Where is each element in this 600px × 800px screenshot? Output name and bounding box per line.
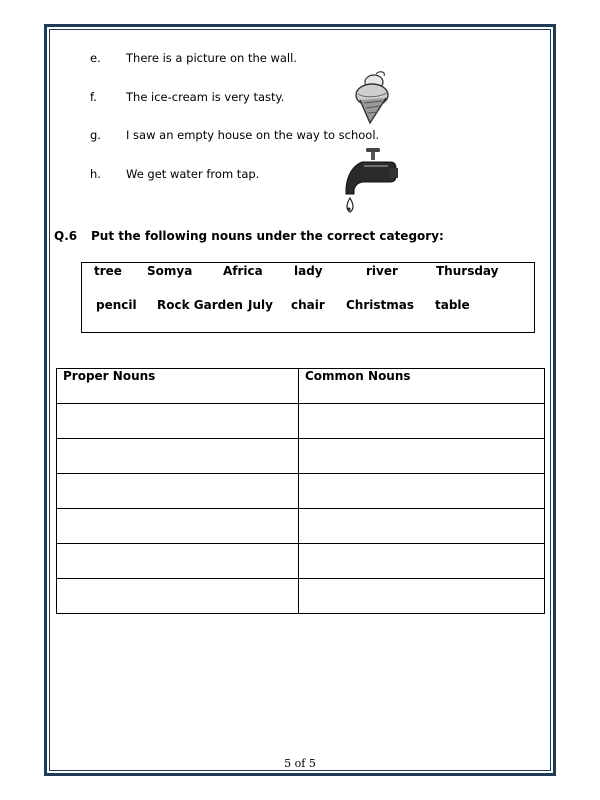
noun-word: Thursday: [436, 264, 499, 278]
answer-cell[interactable]: [299, 404, 545, 439]
noun-word: chair: [291, 298, 325, 312]
noun-word: July: [248, 298, 273, 312]
noun-category-table: [56, 368, 545, 614]
answer-cell[interactable]: [57, 439, 299, 474]
sentence-text: There is a picture on the wall.: [126, 51, 297, 65]
answer-cell[interactable]: [299, 579, 545, 614]
answer-cell[interactable]: [299, 439, 545, 474]
table-row: [57, 474, 545, 509]
answer-cell[interactable]: [299, 474, 545, 509]
noun-word: Rock Garden: [157, 298, 243, 312]
answer-cell[interactable]: [57, 544, 299, 579]
answer-cell[interactable]: [57, 579, 299, 614]
sentence-text: We get water from tap.: [126, 167, 260, 181]
question-text: Put the following nouns under the correct category:: [91, 229, 444, 243]
common-nouns-header: Common Nouns: [299, 369, 545, 404]
answer-cell[interactable]: [299, 544, 545, 579]
noun-word: river: [366, 264, 398, 278]
noun-word: Somya: [147, 264, 193, 278]
proper-nouns-header: Proper Nouns: [57, 369, 299, 404]
sentence-letter: f.: [90, 90, 97, 104]
table-row: [57, 509, 545, 544]
water-tap-icon: [342, 146, 402, 218]
sentence-letter: e.: [90, 51, 101, 65]
table-row: [57, 579, 545, 614]
noun-word: table: [435, 298, 470, 312]
noun-word: lady: [294, 264, 323, 278]
table-row: [57, 439, 545, 474]
sentence-letter: h.: [90, 167, 101, 181]
sentence-letter: g.: [90, 128, 101, 142]
question-number: Q.6: [54, 229, 78, 243]
answer-cell[interactable]: [299, 509, 545, 544]
answer-cell[interactable]: [57, 509, 299, 544]
noun-word: pencil: [96, 298, 137, 312]
ice-cream-icon: [350, 68, 398, 126]
sentence-text: The ice-cream is very tasty.: [126, 90, 285, 104]
answer-cell[interactable]: [57, 474, 299, 509]
page-number: 5 of 5: [284, 757, 316, 770]
answer-cell[interactable]: [57, 404, 299, 439]
noun-word: Africa: [223, 264, 263, 278]
noun-word: Christmas: [346, 298, 415, 312]
table-header-row: [57, 369, 545, 404]
sentence-text: I saw an empty house on the way to school.: [126, 128, 380, 142]
table-row: [57, 544, 545, 579]
noun-word: tree: [94, 264, 122, 278]
table-row: [57, 404, 545, 439]
